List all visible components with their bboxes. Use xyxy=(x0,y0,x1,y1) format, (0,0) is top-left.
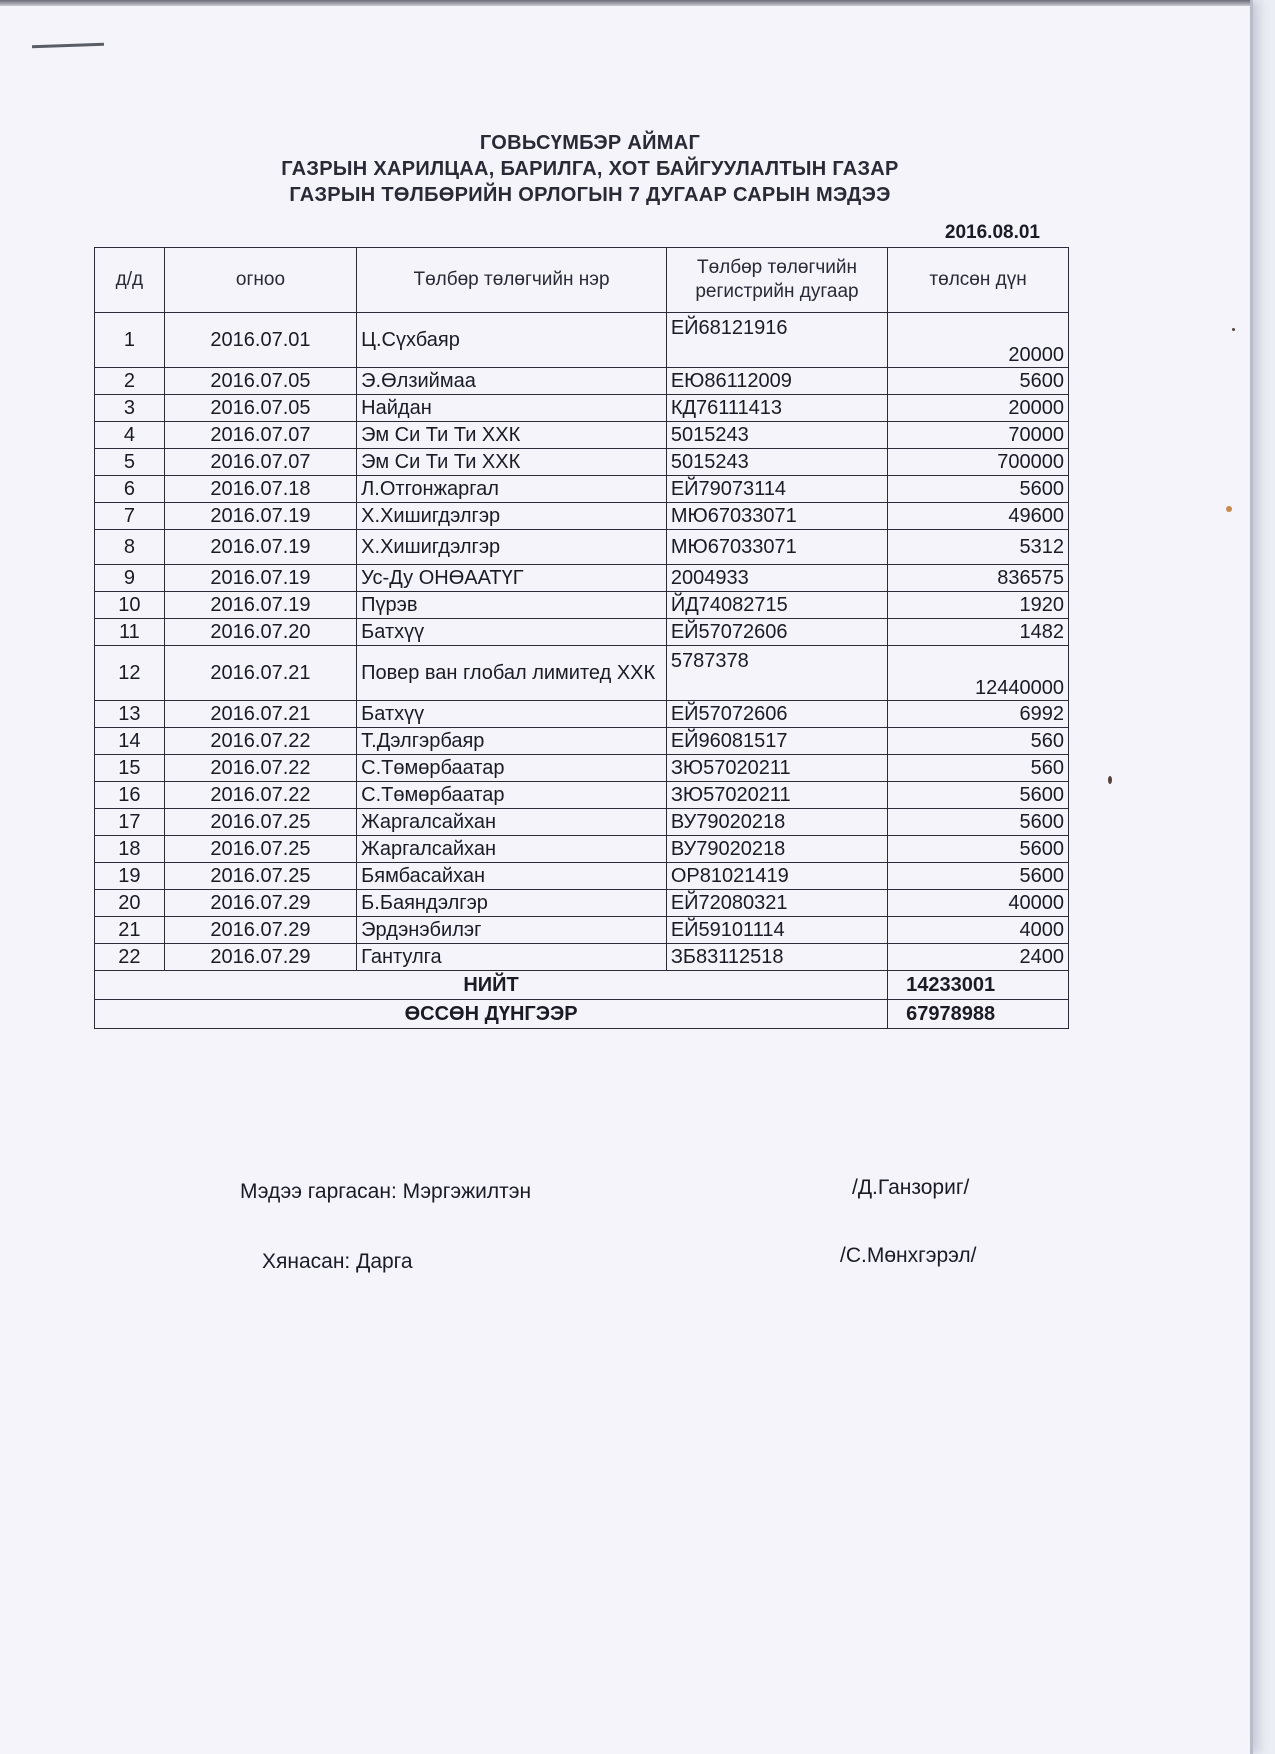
payer-name: Эм Си Ти Ти ХХК xyxy=(357,449,667,476)
amount-paid: 5600 xyxy=(888,836,1069,863)
scan-speck xyxy=(1226,506,1232,512)
amount-paid: 1482 xyxy=(888,619,1069,646)
payer-name: Эрдэнэбилэг xyxy=(357,917,667,944)
header-line-3: ГАЗРЫН ТӨЛБӨРИЙН ОРЛОГЫН 7 ДУГААР САРЫН МЭДЭЭ xyxy=(289,184,891,206)
row-number: 18 xyxy=(95,836,165,863)
table-row xyxy=(95,476,1069,503)
payment-date: 2016.07.22 xyxy=(164,728,356,755)
amount-paid: 4000 xyxy=(888,917,1069,944)
col-header-number: д/д xyxy=(95,248,165,313)
payer-name: Э.Өлзиймаа xyxy=(357,368,667,395)
table-row xyxy=(95,809,1069,836)
col-header-date: огноо xyxy=(164,248,356,313)
payment-date: 2016.07.18 xyxy=(164,476,356,503)
amount-paid: 5600 xyxy=(888,368,1069,395)
payer-name: С.Төмөрбаатар xyxy=(357,782,667,809)
register-number: ЗЮ57020211 xyxy=(666,755,887,782)
payer-name: Ус-Ду ОНӨААТҮГ xyxy=(357,565,667,592)
amount-paid: 560 xyxy=(888,755,1069,782)
table-row xyxy=(95,422,1069,449)
amount-paid: 560 xyxy=(888,728,1069,755)
payment-date: 2016.07.25 xyxy=(164,863,356,890)
payer-name: Повер ван глобал лимитед ХХК xyxy=(357,646,667,701)
table-row xyxy=(95,565,1069,592)
row-number: 9 xyxy=(95,565,165,592)
payer-name: Жаргалсайхан xyxy=(357,809,667,836)
payer-name: Батхүү xyxy=(357,619,667,646)
register-number: ЕЙ96081517 xyxy=(666,728,887,755)
table-row xyxy=(95,503,1069,530)
register-number: ЕЙ79073114 xyxy=(666,476,887,503)
register-number: ЕЙ68121916 xyxy=(666,313,887,368)
payment-date: 2016.07.20 xyxy=(164,619,356,646)
payer-name: Гантулга xyxy=(357,944,667,971)
register-number: ВУ79020218 xyxy=(666,836,887,863)
amount-paid: 5600 xyxy=(888,782,1069,809)
row-number: 1 xyxy=(95,313,165,368)
amount-paid: 700000 xyxy=(888,449,1069,476)
row-number: 5 xyxy=(95,449,165,476)
header-line-1: ГОВЬСҮМБЭР АЙМАГ xyxy=(479,132,701,154)
row-number: 10 xyxy=(95,592,165,619)
payment-date: 2016.07.25 xyxy=(164,836,356,863)
register-number: 5015243 xyxy=(666,449,887,476)
amount-paid: 1920 xyxy=(888,592,1069,619)
staple-mark xyxy=(32,43,104,49)
payer-name: С.Төмөрбаатар xyxy=(357,755,667,782)
cumulative-value: 67978988 xyxy=(888,1000,1069,1029)
register-number: ЙД74082715 xyxy=(666,592,887,619)
register-number: ЗБ83112518 xyxy=(666,944,887,971)
header-line-2: ГАЗРЫН ХАРИЛЦАА, БАРИЛГА, ХОТ БАЙГУУЛАЛТЫН ГАЗАР xyxy=(281,158,899,180)
table-row xyxy=(95,449,1069,476)
payer-name: Л.Отгонжаргал xyxy=(357,476,667,503)
amount-paid: 2400 xyxy=(888,944,1069,971)
register-number: 5015243 xyxy=(666,422,887,449)
row-number: 2 xyxy=(95,368,165,395)
register-number: ЕЙ57072606 xyxy=(666,701,887,728)
amount-paid: 12440000 xyxy=(888,646,1069,701)
table-row xyxy=(95,755,1069,782)
payment-date: 2016.07.25 xyxy=(164,809,356,836)
row-number: 8 xyxy=(95,530,165,565)
payer-name: Бямбасайхан xyxy=(357,863,667,890)
row-number: 16 xyxy=(95,782,165,809)
register-number: ЕЙ59101114 xyxy=(666,917,887,944)
payer-name: Найдан xyxy=(357,395,667,422)
col-header-amount: төлсөн дүн xyxy=(888,248,1069,313)
payment-date: 2016.07.01 xyxy=(164,313,356,368)
document-header xyxy=(120,130,1060,208)
payments-table xyxy=(94,247,1069,1029)
register-number: ЕЙ72080321 xyxy=(666,890,887,917)
table-row xyxy=(95,619,1069,646)
row-number: 20 xyxy=(95,890,165,917)
amount-paid: 5600 xyxy=(888,863,1069,890)
amount-paid: 49600 xyxy=(888,503,1069,530)
payment-date: 2016.07.05 xyxy=(164,368,356,395)
row-number: 15 xyxy=(95,755,165,782)
scan-speck xyxy=(1108,776,1112,784)
payer-name: Жаргалсайхан xyxy=(357,836,667,863)
payment-date: 2016.07.21 xyxy=(164,701,356,728)
payer-name: Ц.Сүхбаяр xyxy=(357,313,667,368)
reviewed-by-label: Хянасан: Дарга xyxy=(262,1250,413,1273)
row-number: 17 xyxy=(95,809,165,836)
col-header-payer-name: Төлбөр төлөгчийн нэр xyxy=(357,248,667,313)
prepared-by-name: /Д.Ганзориг/ xyxy=(852,1176,970,1199)
payment-date: 2016.07.19 xyxy=(164,530,356,565)
row-number: 12 xyxy=(95,646,165,701)
payer-name: Х.Хишигдэлгэр xyxy=(357,530,667,565)
table-row xyxy=(95,836,1069,863)
register-number: ЗЮ57020211 xyxy=(666,782,887,809)
register-number: 2004933 xyxy=(666,565,887,592)
amount-paid: 5312 xyxy=(888,530,1069,565)
payment-date: 2016.07.22 xyxy=(164,755,356,782)
reviewed-by-name: /С.Мөнхгэрэл/ xyxy=(840,1244,977,1267)
amount-paid: 20000 xyxy=(888,395,1069,422)
total-row xyxy=(95,971,1069,1000)
payer-name: Б.Баяндэлгэр xyxy=(357,890,667,917)
register-number: МЮ67033071 xyxy=(666,530,887,565)
register-number: МЮ67033071 xyxy=(666,503,887,530)
payment-date: 2016.07.19 xyxy=(164,503,356,530)
payment-date: 2016.07.07 xyxy=(164,449,356,476)
row-number: 11 xyxy=(95,619,165,646)
payment-date: 2016.07.29 xyxy=(164,890,356,917)
payer-name: Эм Си Ти Ти ХХК xyxy=(357,422,667,449)
table-body xyxy=(95,313,1069,971)
row-number: 21 xyxy=(95,917,165,944)
table-row xyxy=(95,592,1069,619)
payment-date: 2016.07.21 xyxy=(164,646,356,701)
amount-paid: 5600 xyxy=(888,809,1069,836)
row-number: 13 xyxy=(95,701,165,728)
amount-paid: 5600 xyxy=(888,476,1069,503)
payer-name: Т.Дэлгэрбаяр xyxy=(357,728,667,755)
cumulative-row xyxy=(95,1000,1069,1029)
row-number: 3 xyxy=(95,395,165,422)
row-number: 19 xyxy=(95,863,165,890)
row-number: 6 xyxy=(95,476,165,503)
table-row xyxy=(95,530,1069,565)
row-number: 22 xyxy=(95,944,165,971)
col-header-register-number: Төлбөр төлөгчийн регистрийн дугаар xyxy=(666,248,887,313)
payment-date: 2016.07.22 xyxy=(164,782,356,809)
row-number: 7 xyxy=(95,503,165,530)
payment-date: 2016.07.29 xyxy=(164,917,356,944)
register-number: ОР81021419 xyxy=(666,863,887,890)
amount-paid: 20000 xyxy=(888,313,1069,368)
payment-date: 2016.07.07 xyxy=(164,422,356,449)
register-number: ВУ79020218 xyxy=(666,809,887,836)
table-row xyxy=(95,944,1069,971)
register-number: КД76111413 xyxy=(666,395,887,422)
table-row xyxy=(95,917,1069,944)
amount-paid: 6992 xyxy=(888,701,1069,728)
table-row xyxy=(95,890,1069,917)
register-number: 5787378 xyxy=(666,646,887,701)
payment-date: 2016.07.19 xyxy=(164,565,356,592)
row-number: 14 xyxy=(95,728,165,755)
report-date: 2016.08.01 xyxy=(944,222,1040,243)
payer-name: Х.Хишигдэлгэр xyxy=(357,503,667,530)
total-value: 14233001 xyxy=(888,971,1069,1000)
table-row xyxy=(95,395,1069,422)
register-number: ЕЙ57072606 xyxy=(666,619,887,646)
amount-paid: 40000 xyxy=(888,890,1069,917)
table-row xyxy=(95,368,1069,395)
row-number: 4 xyxy=(95,422,165,449)
table-row xyxy=(95,313,1069,368)
table-row xyxy=(95,646,1069,701)
scan-speck xyxy=(1232,328,1235,331)
table-row xyxy=(95,728,1069,755)
total-label: НИЙТ xyxy=(95,971,888,1000)
amount-paid: 70000 xyxy=(888,422,1069,449)
payment-date: 2016.07.29 xyxy=(164,944,356,971)
payment-date: 2016.07.19 xyxy=(164,592,356,619)
payment-date: 2016.07.05 xyxy=(164,395,356,422)
register-number: ЕЮ86112009 xyxy=(666,368,887,395)
scan-top-edge xyxy=(0,0,1250,6)
payer-name: Пүрэв xyxy=(357,592,667,619)
table-row xyxy=(95,863,1069,890)
cumulative-label: ӨССӨН ДҮНГЭЭР xyxy=(95,1000,888,1029)
table-row xyxy=(95,701,1069,728)
table-header-row xyxy=(95,248,1069,313)
table-row xyxy=(95,782,1069,809)
amount-paid: 836575 xyxy=(888,565,1069,592)
prepared-by-label: Мэдээ гаргасан: Мэргэжилтэн xyxy=(240,1180,532,1203)
payer-name: Батхүү xyxy=(357,701,667,728)
